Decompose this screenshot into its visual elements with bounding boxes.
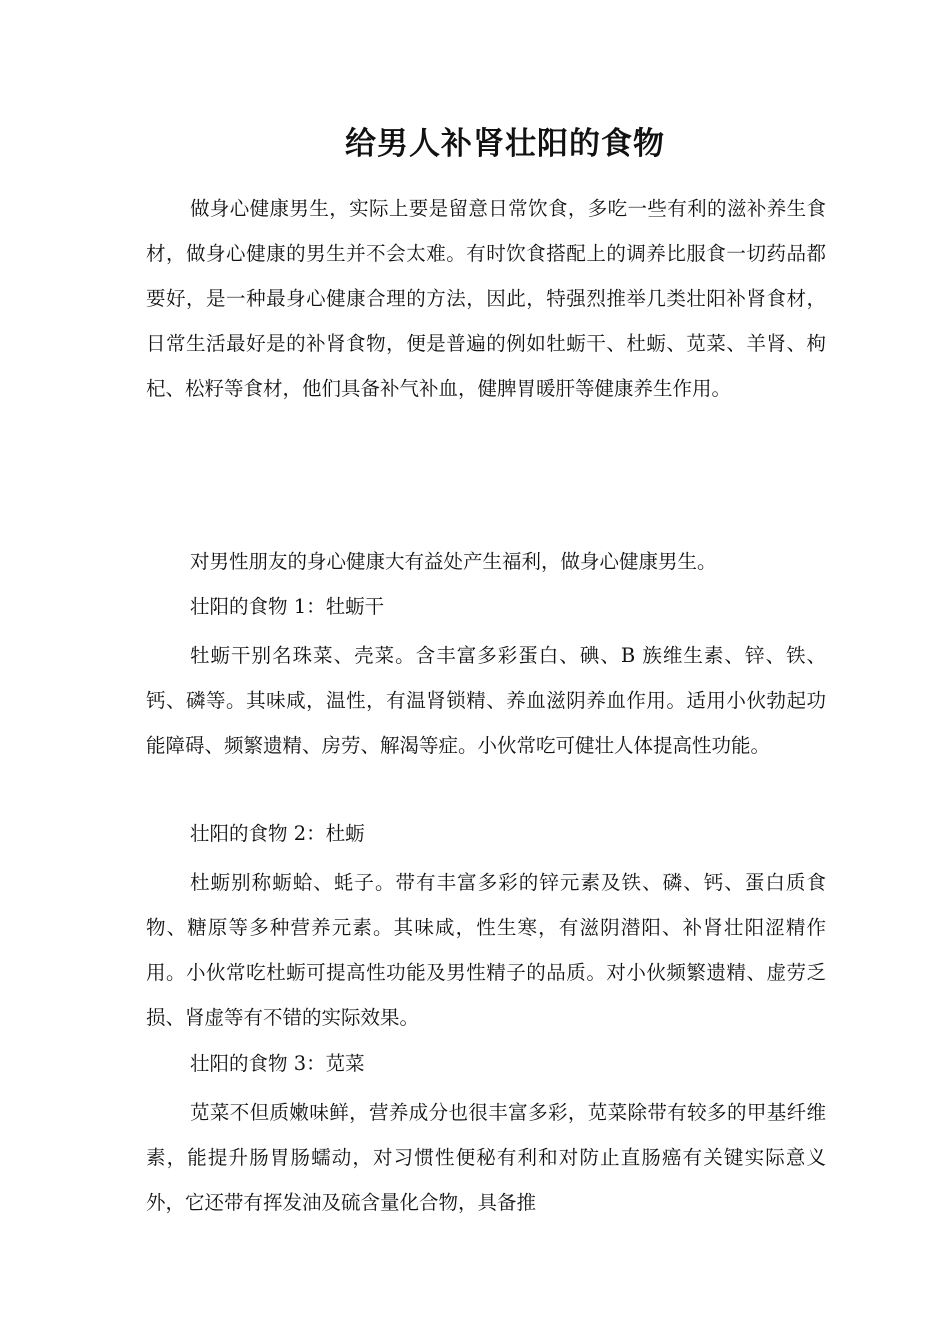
food-1-heading: 壮阳的食物 1：牡蛎干 xyxy=(190,595,385,618)
document-title: 给男人补肾壮阳的食物 xyxy=(345,126,665,162)
food-3-body: 苋菜不但质嫩味鲜，营养成分也很丰富多彩，苋菜除带有较多的甲基纤维素，能提升肠胃肠蠕动，对习惯性便秘有利和对防止直肠癌有关键实际意义外，它还带有挥发油及硫含量化合物，具备推 xyxy=(146,1101,826,1214)
food-2-heading: 壮阳的食物 2：杜蛎 xyxy=(190,822,365,845)
food-1-body: 牡蛎干别名珠菜、壳菜。含丰富多彩蛋白、碘、B 族维生素、锌、铁、钙、磷等。其味咸，温性，有温肾锁精、养血滋阴养血作用。适用小伙勃起功能障碍、频繁遗精、房劳、解渴等症。小伙常吃可健壮人体提高性功能。 xyxy=(146,644,826,757)
benefit-paragraph: 对男性朋友的身心健康大有益处产生福利，做身心健康男生。 xyxy=(190,550,717,573)
intro-paragraph: 做身心健康男生，实际上要是留意日常饮食，多吃一些有利的滋补养生食材，做身心健康的男生并不会太难。有时饮食搭配上的调养比服食一切药品都要好，是一种最身心健康合理的方法，因此，特强烈推举几类壮阳补肾食材，日常生活最好是的补肾食物，便是普遍的例如牡蛎干、杜蛎、苋菜、羊肾、枸杞、松籽等食材，他们具备补气补血，健脾胃暖肝等健康养生作用。 xyxy=(146,197,826,400)
food-2-body: 杜蛎别称蛎蛤、蚝子。带有丰富多彩的锌元素及铁、磷、钙、蛋白质食物、糖原等多种营养元素。其味咸，性生寒，有滋阴潜阳、补肾壮阳涩精作用。小伙常吃杜蛎可提高性功能及男性精子的品质。对小伙频繁遗精、虚劳乏损、肾虚等有不错的实际效果。 xyxy=(146,871,826,1029)
food-3-heading: 壮阳的食物 3：苋菜 xyxy=(190,1052,365,1075)
